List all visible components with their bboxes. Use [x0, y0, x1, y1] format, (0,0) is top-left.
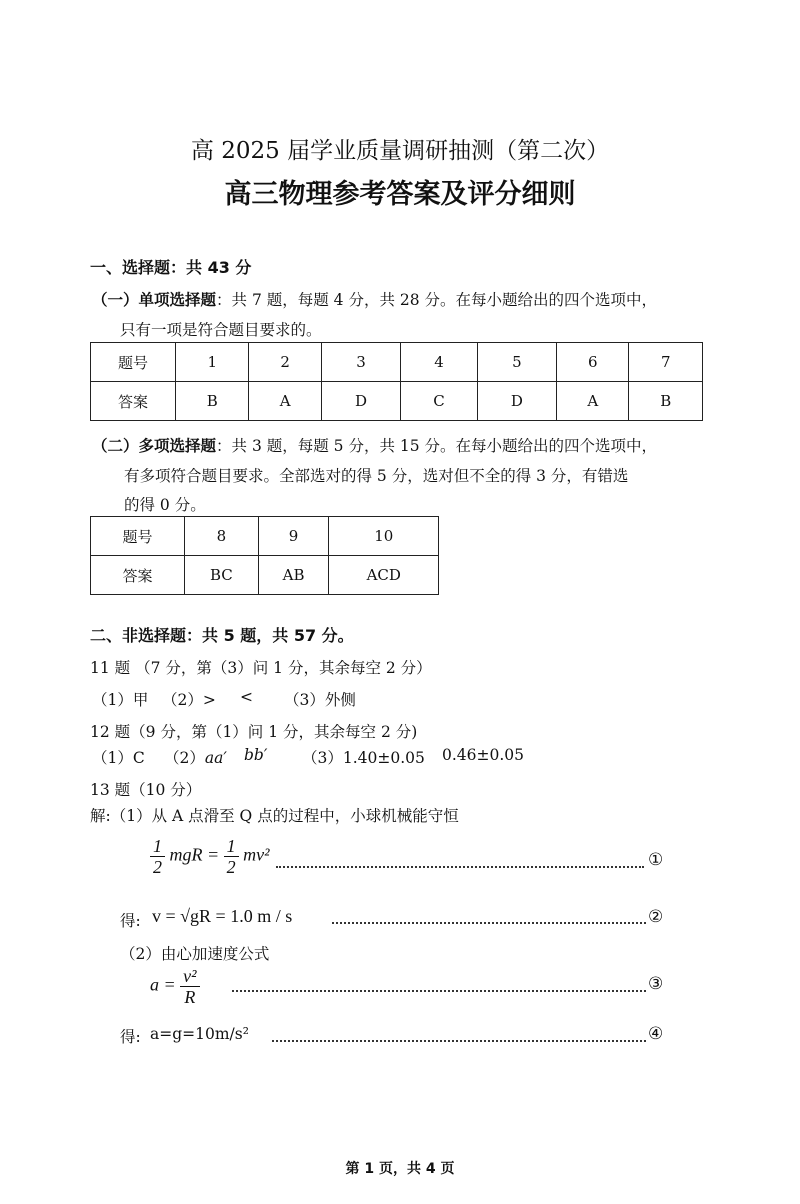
single-choice-label: （一）单项选择题	[92, 291, 217, 309]
table-cell: ACD	[329, 556, 439, 595]
table-cell: 1	[176, 343, 249, 382]
table-cell: 9	[258, 517, 329, 556]
fraction-numerator: 1	[150, 836, 165, 857]
table-cell: 2	[249, 343, 321, 382]
fraction-numerator: v²	[180, 966, 199, 987]
table-row-answers	[91, 556, 439, 595]
table-row-question-numbers	[91, 517, 439, 556]
equation-term: a =	[150, 974, 176, 995]
table-cell: 8	[185, 517, 259, 556]
dotted-leader	[272, 1040, 646, 1042]
q11-answer-2: （2）>	[162, 691, 216, 709]
table-cell: D	[477, 382, 557, 421]
q13-equation-4: a=g=10m/s²	[150, 1025, 249, 1043]
single-choice-intro	[92, 288, 657, 310]
q12-answer-2-label: （2）	[164, 749, 205, 767]
equation-number-4: ④	[648, 1024, 664, 1044]
table-header-question: 题号	[91, 343, 176, 382]
single-choice-desc-1: ：共 7 题，每题 4 分，共 28 分。在每小题给出的四个选项中，	[216, 291, 658, 309]
fraction-numerator: 1	[224, 836, 239, 857]
equation-term: mgR =	[169, 844, 220, 865]
q13-equation-3	[150, 966, 200, 1007]
equation-term: mv²	[243, 844, 270, 865]
fraction-denominator: 2	[153, 857, 162, 877]
fraction	[180, 966, 199, 1007]
table-header-question: 题号	[91, 517, 185, 556]
single-choice-answer-table	[90, 342, 703, 421]
equation-number-1: ①	[648, 850, 664, 870]
exam-title: 高 2025 届学业质量调研抽测（第二次）	[190, 138, 610, 164]
fraction	[150, 836, 165, 877]
q11-answer-1: （1）甲	[92, 691, 149, 709]
table-cell: B	[629, 382, 703, 421]
table-cell: BC	[185, 556, 259, 595]
page-footer: 第 1 页，共 4 页	[345, 1161, 455, 1177]
table-cell: 3	[321, 343, 401, 382]
multi-choice-answer-table	[90, 516, 439, 595]
table-cell: C	[401, 382, 477, 421]
q13-eq2-prefix: 得:	[120, 912, 141, 930]
table-cell: 5	[477, 343, 557, 382]
dotted-leader	[232, 990, 646, 992]
table-header-answer: 答案	[91, 556, 185, 595]
table-cell: 10	[329, 517, 439, 556]
q13-equation-1	[150, 836, 270, 877]
q13-equation-2: v = √gR = 1.0 m / s	[152, 906, 293, 926]
table-cell: 4	[401, 343, 477, 382]
table-cell: A	[249, 382, 321, 421]
dotted-leader	[332, 922, 646, 924]
q11-answer-3: （3）外侧	[284, 691, 356, 709]
fraction-denominator: R	[184, 987, 196, 1007]
dotted-leader	[276, 866, 644, 868]
table-row-question-numbers	[91, 343, 703, 382]
section-heading-choice: 一、选择题：共 43 分	[90, 258, 252, 277]
q12-answer-2-value-1: aa′	[204, 749, 227, 767]
equation-number-2: ②	[648, 907, 664, 927]
multi-choice-desc-3: 的得 0 分。	[124, 496, 206, 514]
q13-part2-intro: （2）由心加速度公式	[120, 945, 270, 963]
table-cell: D	[321, 382, 401, 421]
fraction-denominator: 2	[226, 857, 236, 877]
q13-title: 13 题（10 分）	[90, 781, 202, 799]
q12-answer-2-value-2: bb′	[244, 746, 268, 764]
table-cell: AB	[258, 556, 329, 595]
section-heading-nonchoice: 二、非选择题：共 5 题，共 57 分。	[90, 626, 354, 645]
table-cell: 6	[557, 343, 629, 382]
table-row-answers	[91, 382, 703, 421]
q12-answer-1: （1）C	[92, 749, 145, 767]
fraction	[224, 836, 239, 877]
equation-number-3: ③	[648, 974, 664, 994]
table-cell: 7	[629, 343, 703, 382]
multi-choice-intro	[92, 434, 657, 456]
document-subtitle: 高三物理参考答案及评分细则	[224, 179, 576, 210]
multi-choice-desc-1: ：共 3 题，每题 5 分，共 15 分。在每小题给出的四个选项中，	[216, 437, 658, 455]
table-cell: B	[176, 382, 249, 421]
table-cell: A	[557, 382, 629, 421]
q11-answer-2b: <	[240, 688, 253, 706]
q13-eq4-prefix: 得:	[120, 1028, 141, 1046]
q12-title: 12 题（9 分，第（1）问 1 分，其余每空 2 分)	[90, 723, 418, 741]
q12-answer-3b: 0.46±0.05	[442, 746, 525, 764]
single-choice-desc-2: 只有一项是符合题目要求的。	[120, 321, 322, 339]
q12-answer-3: （3）1.40±0.05	[302, 749, 425, 767]
q13-solution-intro: 解:（1）从 A 点滑至 Q 点的过程中，小球机械能守恒	[90, 807, 459, 825]
multi-choice-desc-2: 有多项符合题目要求。全部选对的得 5 分，选对但不全的得 3 分，有错选	[124, 467, 629, 485]
q12-answer-2	[164, 746, 227, 768]
q11-title: 11 题 （7 分，第（3）问 1 分，其余每空 2 分）	[90, 659, 432, 677]
table-header-answer: 答案	[91, 382, 176, 421]
multi-choice-label: （二）多项选择题	[92, 437, 217, 455]
